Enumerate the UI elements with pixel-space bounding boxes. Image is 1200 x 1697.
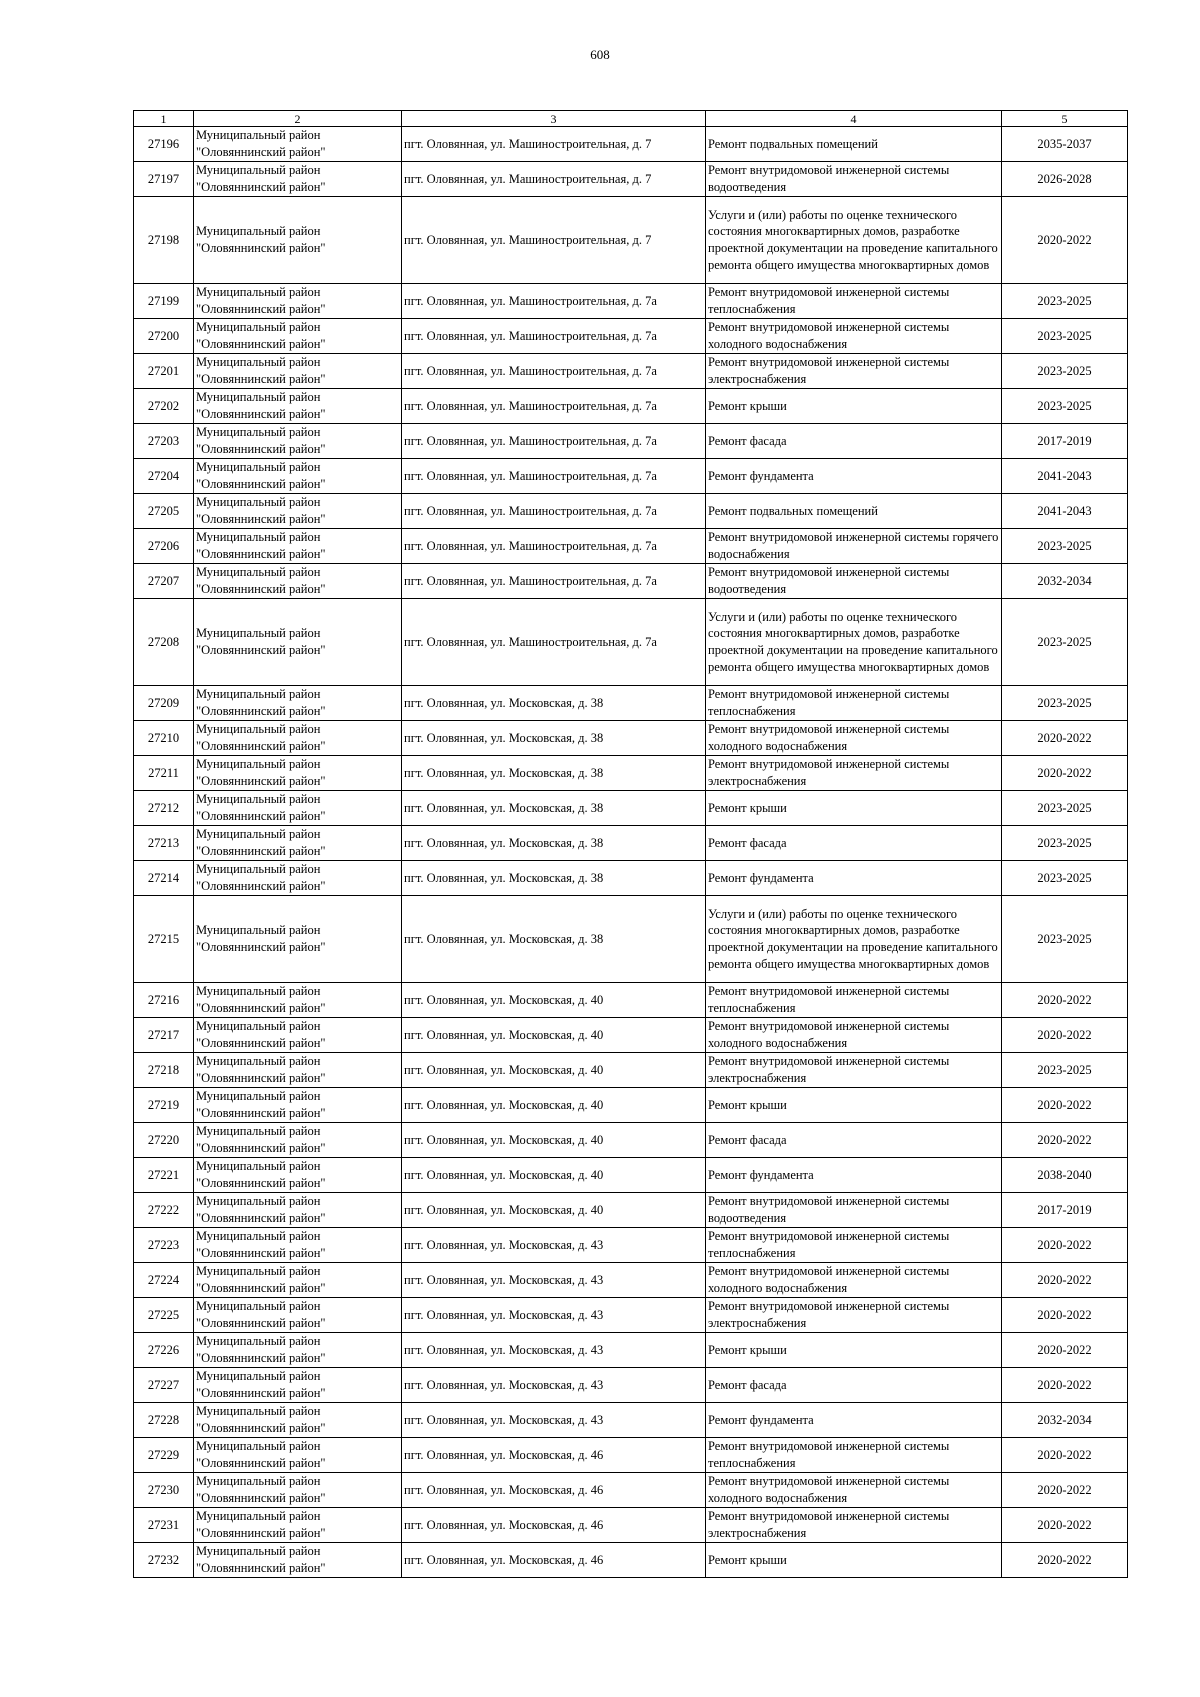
row-number: 27208 [134,599,194,686]
address-cell: пгт. Оловянная, ул. Машиностроительная, д. 7а [402,459,706,494]
row-number: 27202 [134,389,194,424]
address-cell: пгт. Оловянная, ул. Московская, д. 38 [402,826,706,861]
period-cell: 2020-2022 [1002,1473,1128,1508]
address-cell: пгт. Оловянная, ул. Московская, д. 46 [402,1473,706,1508]
work-type-cell: Ремонт подвальных помещений [706,494,1002,529]
table-row [134,896,1128,983]
row-number: 27219 [134,1088,194,1123]
district-cell: Муниципальный район "Оловяннинский район" [194,284,402,319]
row-number: 27197 [134,162,194,197]
period-cell: 2020-2022 [1002,1508,1128,1543]
address-cell: пгт. Оловянная, ул. Московская, д. 43 [402,1333,706,1368]
district-cell: Муниципальный район "Оловяннинский район" [194,599,402,686]
row-number: 27207 [134,564,194,599]
table-row [134,1403,1128,1438]
page-number: 608 [590,47,610,62]
work-type-cell: Ремонт фундамента [706,1158,1002,1193]
period-cell: 2023-2025 [1002,861,1128,896]
header-col-5: 5 [1002,111,1128,127]
district-cell: Муниципальный район "Оловяннинский район" [194,686,402,721]
period-cell: 2020-2022 [1002,756,1128,791]
district-cell: Муниципальный район "Оловяннинский район" [194,1123,402,1158]
repair-schedule-table [133,110,1128,1578]
table-row [134,756,1128,791]
period-cell: 2020-2022 [1002,1123,1128,1158]
period-cell: 2020-2022 [1002,1438,1128,1473]
period-cell: 2020-2022 [1002,1228,1128,1263]
period-cell: 2023-2025 [1002,896,1128,983]
period-cell: 2023-2025 [1002,599,1128,686]
period-cell: 2032-2034 [1002,1403,1128,1438]
row-number: 27222 [134,1193,194,1228]
row-number: 27218 [134,1053,194,1088]
district-cell: Муниципальный район "Оловяннинский район" [194,162,402,197]
table-row [134,1543,1128,1578]
district-cell: Муниципальный район "Оловяннинский район" [194,459,402,494]
work-type-cell: Ремонт внутридомовой инженерной системы холодного водоснабжения [706,721,1002,756]
address-cell: пгт. Оловянная, ул. Московская, д. 43 [402,1403,706,1438]
district-cell: Муниципальный район "Оловяннинский район" [194,1438,402,1473]
table-row [134,1473,1128,1508]
period-cell: 2032-2034 [1002,564,1128,599]
period-cell: 2020-2022 [1002,1543,1128,1578]
table-row [134,1263,1128,1298]
address-cell: пгт. Оловянная, ул. Московская, д. 38 [402,861,706,896]
district-cell: Муниципальный район "Оловяннинский район" [194,983,402,1018]
work-type-cell: Ремонт фасада [706,1123,1002,1158]
header-col-4: 4 [706,111,1002,127]
row-number: 27211 [134,756,194,791]
table-row [134,861,1128,896]
table-body [134,127,1128,1578]
district-cell: Муниципальный район "Оловяннинский район" [194,1368,402,1403]
address-cell: пгт. Оловянная, ул. Московская, д. 38 [402,756,706,791]
header-col-1: 1 [134,111,194,127]
address-cell: пгт. Оловянная, ул. Московская, д. 40 [402,1123,706,1158]
district-cell: Муниципальный район "Оловяннинский район" [194,1333,402,1368]
address-cell: пгт. Оловянная, ул. Московская, д. 46 [402,1508,706,1543]
table-row [134,389,1128,424]
district-cell: Муниципальный район "Оловяннинский район" [194,1543,402,1578]
work-type-cell: Ремонт внутридомовой инженерной системы холодного водоснабжения [706,1018,1002,1053]
table-row [134,162,1128,197]
address-cell: пгт. Оловянная, ул. Машиностроительная, д. 7 [402,162,706,197]
address-cell: пгт. Оловянная, ул. Московская, д. 40 [402,1088,706,1123]
district-cell: Муниципальный район "Оловяннинский район" [194,354,402,389]
district-cell: Муниципальный район "Оловяннинский район" [194,1298,402,1333]
row-number: 27223 [134,1228,194,1263]
work-type-cell: Ремонт внутридомовой инженерной системы теплоснабжения [706,1228,1002,1263]
address-cell: пгт. Оловянная, ул. Московская, д. 40 [402,1158,706,1193]
row-number: 27227 [134,1368,194,1403]
work-type-cell: Ремонт внутридомовой инженерной системы теплоснабжения [706,284,1002,319]
work-type-cell: Ремонт фундамента [706,861,1002,896]
header-col-2: 2 [194,111,402,127]
district-cell: Муниципальный район "Оловяннинский район" [194,1403,402,1438]
period-cell: 2020-2022 [1002,1368,1128,1403]
work-type-cell: Ремонт крыши [706,1333,1002,1368]
address-cell: пгт. Оловянная, ул. Московская, д. 38 [402,791,706,826]
district-cell: Муниципальный район "Оловяннинский район" [194,1473,402,1508]
row-number: 27213 [134,826,194,861]
period-cell: 2023-2025 [1002,529,1128,564]
table-row [134,1193,1128,1228]
row-number: 27201 [134,354,194,389]
district-cell: Муниципальный район "Оловяннинский район" [194,1018,402,1053]
period-cell: 2020-2022 [1002,1333,1128,1368]
period-cell: 2038-2040 [1002,1158,1128,1193]
address-cell: пгт. Оловянная, ул. Машиностроительная, д. 7 [402,197,706,284]
row-number: 27210 [134,721,194,756]
period-cell: 2020-2022 [1002,1298,1128,1333]
period-cell: 2023-2025 [1002,791,1128,826]
period-cell: 2020-2022 [1002,1263,1128,1298]
address-cell: пгт. Оловянная, ул. Московская, д. 40 [402,983,706,1018]
period-cell: 2041-2043 [1002,459,1128,494]
period-cell: 2023-2025 [1002,319,1128,354]
repair-schedule-table-container [133,110,1127,1578]
district-cell: Муниципальный район "Оловяннинский район" [194,791,402,826]
table-header [134,111,1128,127]
work-type-cell: Услуги и (или) работы по оценке технического состояния многоквартирных домов, разработке проектной документации на проведение капитального ремонта общего имущества многоквартирных домов [706,599,1002,686]
work-type-cell: Ремонт внутридомовой инженерной системы теплоснабжения [706,1438,1002,1473]
address-cell: пгт. Оловянная, ул. Московская, д. 40 [402,1053,706,1088]
work-type-cell: Ремонт крыши [706,389,1002,424]
row-number: 27214 [134,861,194,896]
row-number: 27209 [134,686,194,721]
table-row [134,127,1128,162]
table-row [134,721,1128,756]
table-row [134,983,1128,1018]
address-cell: пгт. Оловянная, ул. Машиностроительная, д. 7а [402,599,706,686]
period-cell: 2020-2022 [1002,197,1128,284]
district-cell: Муниципальный район "Оловяннинский район" [194,1088,402,1123]
row-number: 27206 [134,529,194,564]
table-row [134,1053,1128,1088]
address-cell: пгт. Оловянная, ул. Машиностроительная, д. 7а [402,494,706,529]
table-row [134,319,1128,354]
work-type-cell: Ремонт внутридомовой инженерной системы холодного водоснабжения [706,1473,1002,1508]
district-cell: Муниципальный район "Оловяннинский район" [194,494,402,529]
work-type-cell: Ремонт внутридомовой инженерной системы электроснабжения [706,354,1002,389]
district-cell: Муниципальный район "Оловяннинский район" [194,389,402,424]
district-cell: Муниципальный район "Оловяннинский район" [194,197,402,284]
row-number: 27196 [134,127,194,162]
work-type-cell: Ремонт внутридомовой инженерной системы водоотведения [706,162,1002,197]
row-number: 27232 [134,1543,194,1578]
row-number: 27221 [134,1158,194,1193]
work-type-cell: Ремонт внутридомовой инженерной системы электроснабжения [706,1298,1002,1333]
table-row [134,1123,1128,1158]
table-row [134,354,1128,389]
district-cell: Муниципальный район "Оловяннинский район" [194,1263,402,1298]
table-row [134,686,1128,721]
district-cell: Муниципальный район "Оловяннинский район" [194,826,402,861]
row-number: 27228 [134,1403,194,1438]
period-cell: 2017-2019 [1002,1193,1128,1228]
row-number: 27226 [134,1333,194,1368]
header-row [134,111,1128,127]
table-row [134,1298,1128,1333]
period-cell: 2023-2025 [1002,826,1128,861]
address-cell: пгт. Оловянная, ул. Машиностроительная, д. 7а [402,389,706,424]
period-cell: 2023-2025 [1002,354,1128,389]
address-cell: пгт. Оловянная, ул. Московская, д. 38 [402,896,706,983]
period-cell: 2020-2022 [1002,721,1128,756]
period-cell: 2020-2022 [1002,1018,1128,1053]
table-row [134,1368,1128,1403]
row-number: 27199 [134,284,194,319]
address-cell: пгт. Оловянная, ул. Московская, д. 43 [402,1263,706,1298]
table-row [134,1158,1128,1193]
period-cell: 2017-2019 [1002,424,1128,459]
work-type-cell: Ремонт фасада [706,826,1002,861]
district-cell: Муниципальный район "Оловяннинский район" [194,424,402,459]
address-cell: пгт. Оловянная, ул. Машиностроительная, д. 7а [402,284,706,319]
district-cell: Муниципальный район "Оловяннинский район" [194,861,402,896]
work-type-cell: Услуги и (или) работы по оценке технического состояния многоквартирных домов, разработке проектной документации на проведение капитального ремонта общего имущества многоквартирных домов [706,896,1002,983]
address-cell: пгт. Оловянная, ул. Московская, д. 38 [402,686,706,721]
district-cell: Муниципальный район "Оловяннинский район" [194,1228,402,1263]
address-cell: пгт. Оловянная, ул. Московская, д. 43 [402,1298,706,1333]
table-row [134,1508,1128,1543]
row-number: 27220 [134,1123,194,1158]
district-cell: Муниципальный район "Оловяннинский район" [194,529,402,564]
district-cell: Муниципальный район "Оловяннинский район" [194,319,402,354]
work-type-cell: Ремонт внутридомовой инженерной системы водоотведения [706,1193,1002,1228]
period-cell: 2041-2043 [1002,494,1128,529]
address-cell: пгт. Оловянная, ул. Машиностроительная, д. 7а [402,564,706,599]
row-number: 27217 [134,1018,194,1053]
district-cell: Муниципальный район "Оловяннинский район" [194,721,402,756]
row-number: 27215 [134,896,194,983]
row-number: 27198 [134,197,194,284]
district-cell: Муниципальный район "Оловяннинский район" [194,564,402,599]
period-cell: 2023-2025 [1002,1053,1128,1088]
table-row [134,529,1128,564]
address-cell: пгт. Оловянная, ул. Московская, д. 43 [402,1228,706,1263]
work-type-cell: Ремонт внутридомовой инженерной системы холодного водоснабжения [706,319,1002,354]
address-cell: пгт. Оловянная, ул. Машиностроительная, д. 7а [402,319,706,354]
table-row [134,564,1128,599]
address-cell: пгт. Оловянная, ул. Машиностроительная, д. 7а [402,424,706,459]
table-row [134,1018,1128,1053]
header-col-3: 3 [402,111,706,127]
table-row [134,494,1128,529]
table-row [134,1333,1128,1368]
district-cell: Муниципальный район "Оловяннинский район" [194,756,402,791]
work-type-cell: Ремонт крыши [706,791,1002,826]
row-number: 27212 [134,791,194,826]
address-cell: пгт. Оловянная, ул. Московская, д. 40 [402,1193,706,1228]
period-cell: 2020-2022 [1002,983,1128,1018]
period-cell: 2035-2037 [1002,127,1128,162]
row-number: 27230 [134,1473,194,1508]
address-cell: пгт. Оловянная, ул. Машиностроительная, д. 7а [402,529,706,564]
period-cell: 2023-2025 [1002,389,1128,424]
row-number: 27231 [134,1508,194,1543]
address-cell: пгт. Оловянная, ул. Московская, д. 46 [402,1543,706,1578]
table-row [134,284,1128,319]
address-cell: пгт. Оловянная, ул. Московская, д. 38 [402,721,706,756]
district-cell: Муниципальный район "Оловяннинский район" [194,1158,402,1193]
row-number: 27225 [134,1298,194,1333]
work-type-cell: Ремонт внутридомовой инженерной системы теплоснабжения [706,686,1002,721]
table-row [134,1438,1128,1473]
row-number: 27203 [134,424,194,459]
address-cell: пгт. Оловянная, ул. Московская, д. 46 [402,1438,706,1473]
period-cell: 2020-2022 [1002,1088,1128,1123]
address-cell: пгт. Оловянная, ул. Машиностроительная, д. 7а [402,354,706,389]
work-type-cell: Ремонт внутридомовой инженерной системы электроснабжения [706,756,1002,791]
address-cell: пгт. Оловянная, ул. Московская, д. 43 [402,1368,706,1403]
district-cell: Муниципальный район "Оловяннинский район" [194,1053,402,1088]
work-type-cell: Ремонт внутридомовой инженерной системы электроснабжения [706,1508,1002,1543]
district-cell: Муниципальный район "Оловяннинский район" [194,1193,402,1228]
work-type-cell: Ремонт подвальных помещений [706,127,1002,162]
table-row [134,826,1128,861]
table-row [134,791,1128,826]
table-row [134,1228,1128,1263]
work-type-cell: Ремонт фасада [706,424,1002,459]
row-number: 27229 [134,1438,194,1473]
work-type-cell: Ремонт фундамента [706,459,1002,494]
work-type-cell: Ремонт крыши [706,1088,1002,1123]
table-row [134,1088,1128,1123]
table-row [134,459,1128,494]
row-number: 27205 [134,494,194,529]
table-row [134,424,1128,459]
work-type-cell: Ремонт фасада [706,1368,1002,1403]
row-number: 27216 [134,983,194,1018]
address-cell: пгт. Оловянная, ул. Московская, д. 40 [402,1018,706,1053]
period-cell: 2026-2028 [1002,162,1128,197]
row-number: 27204 [134,459,194,494]
row-number: 27224 [134,1263,194,1298]
address-cell: пгт. Оловянная, ул. Машиностроительная, д. 7 [402,127,706,162]
district-cell: Муниципальный район "Оловяннинский район" [194,896,402,983]
table-row [134,197,1128,284]
work-type-cell: Ремонт внутридомовой инженерной системы электроснабжения [706,1053,1002,1088]
work-type-cell: Ремонт внутридомовой инженерной системы горячего водоснабжения [706,529,1002,564]
work-type-cell: Ремонт внутридомовой инженерной системы водоотведения [706,564,1002,599]
period-cell: 2023-2025 [1002,284,1128,319]
district-cell: Муниципальный район "Оловяннинский район" [194,1508,402,1543]
work-type-cell: Ремонт крыши [706,1543,1002,1578]
district-cell: Муниципальный район "Оловяннинский район" [194,127,402,162]
work-type-cell: Ремонт фундамента [706,1403,1002,1438]
work-type-cell: Ремонт внутридомовой инженерной системы холодного водоснабжения [706,1263,1002,1298]
work-type-cell: Услуги и (или) работы по оценке технического состояния многоквартирных домов, разработке проектной документации на проведение капитального ремонта общего имущества многоквартирных домов [706,197,1002,284]
period-cell: 2023-2025 [1002,686,1128,721]
row-number: 27200 [134,319,194,354]
table-row [134,599,1128,686]
work-type-cell: Ремонт внутридомовой инженерной системы теплоснабжения [706,983,1002,1018]
